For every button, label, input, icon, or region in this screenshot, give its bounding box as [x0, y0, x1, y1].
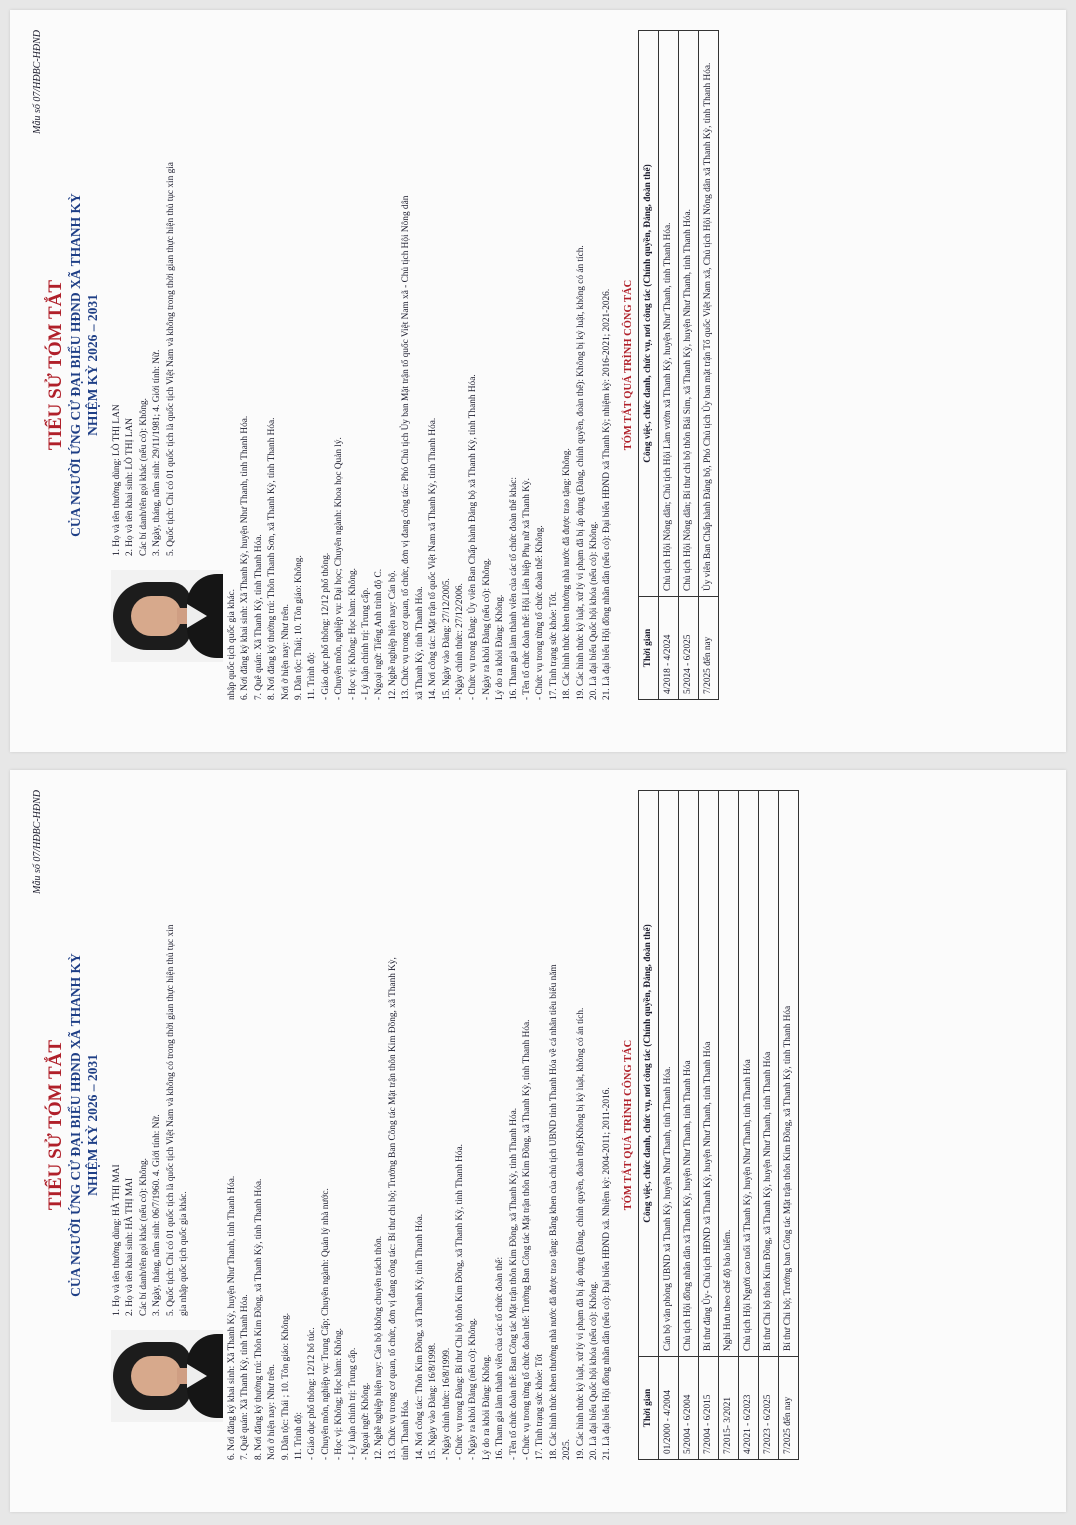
cell-time: 5/2004 - 6/2004	[678, 1357, 698, 1460]
bio-item: - Tên tổ chức đoàn thể: Ban Công tác Mặt trận thôn Kim Đồng, xã Thanh Kỳ, tỉnh Thanh Hóa.	[508, 1107, 519, 1460]
bio-item: 6. Nơi đăng ký khai sinh: Xã Thanh Kỳ, huyện Như Thanh, tỉnh Thanh Hóa.	[227, 1175, 237, 1460]
cell-time: 5/2024 - 6/2025	[678, 597, 698, 700]
cell-position: Bí thư đảng Ủy- Chủ tịch HĐND xã Thanh Kỳ, huyện Như Thanh, tỉnh Thanh Hóa	[698, 791, 718, 1357]
bio-item: 12. Nghề nghiệp hiện nay: Cán bộ không chuyên trách thôn.	[374, 1235, 385, 1460]
bio-item: tỉnh Thanh Hóa.	[401, 1399, 412, 1460]
document-subtitle: CỦA NGƯỜI ỨNG CỬ ĐẠI BIỂU HĐND XÃ THANH KỲ	[68, 953, 83, 1297]
cell-time: 4/2021 - 6/2023	[738, 1357, 758, 1460]
column-header-position: Công việc, chức danh, chức vụ, nơi công tác (Chính quyền, Đảng, đoàn thể)	[638, 791, 658, 1357]
bio-item: 17. Tình trạng sức khỏe: Tốt	[535, 1354, 546, 1460]
info-line: 2. Họ và tên khai sinh: LÒ THỊ LAN	[125, 418, 136, 556]
bio-item: 13. Chức vụ trong cơ quan, tổ chức, đơn vị đang công tác: Bí thư chi bộ; Trưởng Ban Công tác Mặt trận thôn Kim Đồng, xã Thanh Kỳ,	[387, 957, 398, 1460]
table-header-row	[638, 791, 658, 1460]
work-history-title: TÓM TẮT QUÁ TRÌNH CÔNG TÁC	[622, 279, 634, 451]
candidate-portrait-photo	[111, 570, 223, 662]
bio-item: 18. Các hình thức khen thưởng nhà nước đã được trao tặng: Không.	[562, 448, 573, 700]
table-row	[698, 791, 718, 1460]
bio-item: 18. Các hình thức khen thưởng nhà nước đã được trao tặng: Bằng khen của chủ tịch UBND tỉnh Thanh Hóa về cá nhân tiêu biểu năm	[548, 964, 559, 1460]
bio-item: 9. Dân tộc: Thái; 10. Tôn giáo: Không.	[294, 555, 305, 700]
cell-position: Chủ tịch Hội Người cao tuổi xã Thanh Kỳ, huyện Như Thanh, tỉnh Thanh Hóa	[738, 791, 758, 1357]
bio-item: - Ngày ra khỏi Đảng (nếu có): Không.	[468, 1318, 479, 1460]
cell-time: 4/2018 - 4/2024	[658, 597, 678, 700]
cell-position: Chủ tịch Hội Nông dân; Bí thư chi bộ thôn Bái Sim, xã Thanh Kỳ, huyện Như Thanh, tỉnh Thanh Hóa.	[678, 31, 698, 597]
cell-time: 7/2025 đến nay	[778, 1357, 798, 1460]
cell-position: Ủy viên Ban Chấp hành Đảng bộ, Phó Chủ tịch Ủy ban mặt trận Tổ quốc Việt Nam xã, Chủ tịch Hội Nông dân xã Thanh Kỳ, tỉnh Thanh Hóa.	[698, 31, 718, 597]
biography-sheet-lo-thi-lan	[10, 10, 1066, 752]
bio-item: xã Thanh Kỳ, tỉnh Thanh Hóa.	[414, 586, 425, 700]
cell-time: 7/2015- 3/2021	[718, 1357, 738, 1460]
work-history-table	[638, 30, 719, 700]
bio-item: Nơi ở hiện nay: Như trên.	[280, 604, 291, 700]
form-code: Mẫu số 07/HĐBC-HĐND	[32, 790, 43, 894]
bio-item: 11. Trình độ:	[294, 1412, 305, 1460]
document-title: TIỂU SỬ TÓM TẮT	[45, 279, 66, 451]
cell-position: Bí thư Chi bộ thôn Kim Đồng, xã Thanh Kỳ, huyện Như Thanh, tỉnh Thanh Hóa	[758, 791, 778, 1357]
candidate-basic-info	[111, 790, 223, 1316]
bio-item: Lý do ra khỏi Đảng: Không.	[481, 1354, 492, 1460]
bio-item: - Học vị: Không; Học hàm: Không.	[347, 568, 358, 700]
cell-time: 7/2004 - 6/2015	[698, 1357, 718, 1460]
form-code: Mẫu số 07/HĐBC-HĐND	[32, 30, 43, 134]
info-line: 3. Ngày, tháng, năm sinh: 06/7/1960. 4. Giới tính: Nữ.	[152, 1114, 163, 1316]
bio-item: - Lý luận chính trị: Trung cấp.	[347, 1347, 358, 1460]
bio-item: - Chức vụ trong Đảng: Ủy viên Ban Chấp hành Đảng bộ xã Thanh Kỳ, tỉnh Thanh Hóa.	[468, 374, 479, 700]
bio-item: 7. Quê quán: Xã Thanh Kỳ, tỉnh Thanh Hóa.	[240, 1294, 251, 1460]
bio-item: - Ngoại ngữ: Không.	[361, 1382, 372, 1460]
info-line: 5. Quốc tịch: Chỉ có 01 quốc tịch là quốc tịch Việt Nam và không có trong thời gian thực hiện thủ tục xin	[165, 924, 176, 1316]
bio-item: - Chuyên môn, nghiệp vụ: Trung Cấp; Chuyên ngành: Quản lý nhà nước.	[320, 1188, 331, 1460]
candidate-basic-info	[111, 30, 223, 556]
info-line: 1. Họ và tên thường dùng: LÒ THỊ LAN	[112, 404, 122, 556]
bio-item: 14. Nơi công tác: Mặt trận tổ quốc Việt Nam xã Thanh Kỳ, tỉnh Thanh Hóa.	[428, 417, 439, 700]
table-row	[758, 791, 778, 1460]
cell-time: 7/2023 - 6/2025	[758, 1357, 778, 1460]
info-line: 2. Họ và tên khai sinh: HÀ THỊ MAI	[125, 1178, 136, 1316]
table-header-row	[638, 31, 658, 700]
bio-item: - Chức vụ trong Đảng: Bí thư Chi bộ thôn Kim Đồng, xã Thanh Kỳ, tỉnh Thanh Hóa.	[454, 1144, 465, 1460]
bio-item: 21. Là đại biểu Hội đồng nhân dân (nếu có): Đại biểu HĐND xã. Nhiệm kỳ: 2004-2011; 2011-2016.	[602, 1087, 613, 1460]
column-header-time: Thời gian	[638, 597, 658, 700]
work-history-table	[638, 790, 799, 1460]
bio-item: - Ngày chính thức: 27/12/2006.	[454, 583, 465, 700]
bio-item: 9. Dân tộc: Thái ; 10. Tôn giáo: Không.	[280, 1312, 291, 1460]
cell-position: Nghỉ Hưu theo chế độ bảo hiểm.	[718, 791, 738, 1357]
biography-items	[226, 790, 615, 1460]
bio-item: 20. Là đại biểu Quốc hội khóa (nếu có): Không.	[588, 1281, 599, 1460]
biography-items	[226, 30, 615, 700]
bio-item: Nơi ở hiện nay: Như trên.	[267, 1364, 278, 1460]
candidate-portrait-photo	[111, 1330, 223, 1422]
cell-position: Bí thư Chi bộ; Trưởng ban Công tác Mặt trận thôn Kim Đồng, xã Thanh Kỳ, tỉnh Thanh Hóa	[778, 791, 798, 1357]
bio-item: 13. Chức vụ trong cơ quan, tổ chức, đơn vị đang công tác: Phó Chủ tịch Ủy ban Mặt trận tổ quốc Việt Nam xã - Chủ tịch Hội Nông dân	[401, 195, 412, 700]
cell-time: 7/2025 đến nay	[698, 597, 718, 700]
bio-item: - Ngày chính thức: 16/8/1999.	[441, 1347, 452, 1460]
bio-item: 15. Ngày vào Đảng: 16/8/1998.	[428, 1342, 439, 1460]
bio-item: - Lý luận chính trị: Trung cấp.	[361, 587, 372, 700]
bio-item: 17. Tình trạng sức khỏe: Tốt.	[548, 591, 559, 700]
cell-position: Chủ tịch Hội Nông dân; Chủ tịch Hội Làm vườn xã Thanh Kỳ, huyện Như Thanh, tỉnh Thanh Hóa.	[658, 31, 678, 597]
bio-item: - Chuyên môn, nghiệp vụ: Đại học; Chuyên ngành: Khoa học Quản lý.	[334, 437, 345, 700]
bio-item: 12. Nghề nghiệp hiện nay: Cán bộ.	[387, 570, 398, 700]
cell-time: 01/2000 - 4/2004	[658, 1357, 678, 1460]
bio-item: 21. Là đại biểu Hội đồng nhân dân (nếu có): Đại biểu HĐND xã Thanh Kỳ; nhiệm kỳ: 2016-2021; 2021-2026.	[602, 288, 613, 700]
bio-item: - Chức vụ trong từng tổ chức đoàn thể: Không.	[535, 525, 546, 700]
bio-item: - Ngày ra khỏi Đảng (nếu có): Không.	[481, 558, 492, 700]
bio-item: - Tên tổ chức đoàn thể: Hội Liên hiệp Phụ nữ xã Thanh Kỳ.	[521, 478, 532, 700]
bio-item: 15. Ngày vào Đảng: 27/12/2005.	[441, 578, 452, 700]
bio-item: - Giáo dục phổ thông: 12/12 phổ thông.	[320, 552, 331, 700]
info-line: 1. Họ và tên thường dùng: HÀ THỊ MAI	[112, 1164, 122, 1316]
table-row	[778, 791, 798, 1460]
bio-item: 8. Nơi đăng ký thường trú: Thôn Kim Đồng, xã Thanh Kỳ, tỉnh Thanh Hóa.	[253, 1178, 264, 1460]
info-line: gia nhập quốc tịch quốc gia khác.	[179, 1191, 190, 1316]
bio-item: 2025.	[562, 1439, 573, 1460]
bio-item: - Giáo dục phổ thông: 12/12 bổ túc.	[307, 1327, 318, 1460]
info-line: 5. Quốc tịch: Chỉ có 01 quốc tịch là quốc tịch Việt Nam và không trong thời gian thực hiện thủ tục xin gia	[165, 162, 176, 556]
document-term: NHIỆM KỲ 2026 – 2031	[85, 294, 100, 436]
bio-item: - Chức vụ trong từng tổ chức đoàn thể: Trưởng Ban Công tác Mặt trận thôn Kim Đồng, xã Thanh Kỳ, tỉnh Thanh Hóa.	[521, 1019, 532, 1460]
document-term: NHIỆM KỲ 2026 – 2031	[85, 1054, 100, 1196]
table-row	[718, 791, 738, 1460]
document-subtitle: CỦA NGƯỜI ỨNG CỬ ĐẠI BIỂU HĐND XÃ THANH KỲ	[68, 193, 83, 537]
biography-sheet-ha-thi-mai	[10, 770, 1066, 1512]
work-history-title: TÓM TẮT QUÁ TRÌNH CÔNG TÁC	[622, 1039, 634, 1211]
rotated-page	[10, 10, 1066, 752]
rotated-page	[10, 770, 1066, 1512]
bio-item: 16. Tham gia làm thành viên của các tổ chức đoàn thể:	[495, 1256, 506, 1460]
info-line: Các bí danh/tên gọi khác (nếu có): Không.	[138, 1157, 149, 1316]
column-header-time: Thời gian	[638, 1357, 658, 1460]
table-row	[698, 31, 718, 700]
bio-item: 6. Nơi đăng ký khai sinh: Xã Thanh Kỳ, huyện Như Thanh, tỉnh Thanh Hóa.	[240, 415, 251, 700]
cell-position: Chủ tịch Hội đồng nhân dân xã Thanh Kỳ, huyện Như Thanh, tỉnh Thanh Hóa	[678, 791, 698, 1357]
info-line: 3. Ngày, tháng, năm sinh: 29/11/1981; 4. Giới tính: Nữ.	[152, 349, 163, 556]
bio-item: 19. Các hình thức kỷ luật, xử lý vi phạm đã bị áp dụng (Đảng, chính quyền, đoàn thể):Không bị kỷ luật, không có án tích.	[575, 1007, 586, 1460]
document-title: TIỂU SỬ TÓM TẮT	[45, 1039, 66, 1211]
bio-item: nhập quốc tịch quốc gia khác.	[227, 588, 237, 700]
bio-item: 20. Là đại biểu Quốc hội khóa (nếu có): Không.	[588, 521, 599, 700]
cell-position: Cán bộ văn phòng UBND xã Thanh Kỳ, huyện Như Thanh, tỉnh Thanh Hóa.	[658, 791, 678, 1357]
info-line: Các bí danh/tên gọi khác (nếu có): Không.	[138, 397, 149, 556]
table-row	[678, 31, 698, 700]
column-header-position: Công việc, chức danh, chức vụ, nơi công tác (Chính quyền, Đảng, đoàn thể)	[638, 31, 658, 597]
bio-item: 16. Tham gia làm thành viên của các tổ chức đoàn thể khác:	[508, 476, 519, 700]
bio-item: - Ngoại ngữ: Tiếng Anh trình độ C.	[374, 568, 385, 700]
bio-item: 7. Quê quán: Xã Thanh Kỳ, tỉnh Thanh Hóa.	[253, 534, 264, 700]
table-row	[658, 31, 678, 700]
table-row	[658, 791, 678, 1460]
table-row	[738, 791, 758, 1460]
bio-item: Lý do ra khỏi Đảng: Không.	[495, 594, 506, 700]
bio-item: 14. Nơi công tác: Thôn Kim Đồng, xã Thanh Kỳ, tỉnh Thanh Hóa.	[414, 1213, 425, 1460]
bio-item: 8. Nơi đăng ký thường trú: Thôn Thanh Sơn, xã Thanh Kỳ, tỉnh Thanh Hóa.	[267, 417, 278, 700]
bio-item: - Học vị: Không; Học hàm: Không.	[334, 1328, 345, 1460]
bio-item: 19. Các hình thức kỷ luật, xử lý vi phạm đã bị áp dụng (Đảng, chính quyền, đoàn thể): Không bị kỷ luật, không có án tích.	[575, 245, 586, 700]
bio-item: 11. Trình độ:	[307, 652, 318, 700]
table-row	[678, 791, 698, 1460]
